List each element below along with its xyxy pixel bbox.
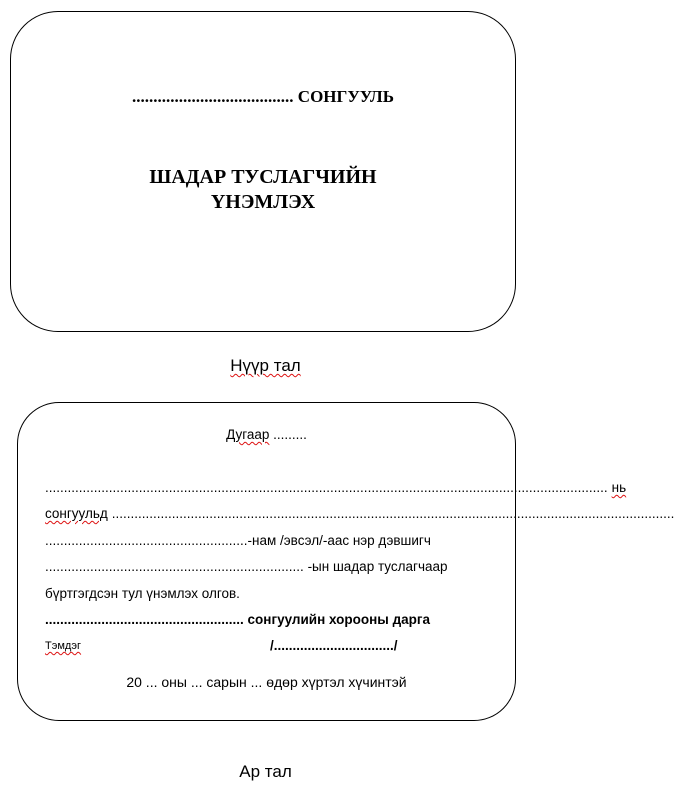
form-line-5-text: бүртгэгдсэн тул үнэмлэх олгов. xyxy=(45,586,240,601)
front-side-caption-text: Нүүр тал xyxy=(230,356,301,375)
form-line-4 xyxy=(45,559,488,574)
certificate-title xyxy=(11,165,515,215)
number-dots: ......... xyxy=(269,427,307,442)
number-label: Дугаар xyxy=(226,427,270,442)
stamp-label-text: Тэмдэг xyxy=(45,640,82,652)
election-name-line: ...................................... СОНГУУЛЬ xyxy=(132,87,394,106)
blank-fill-2: ...................................................................................................................................................... xyxy=(111,506,674,521)
blank-fill-4: ..................................................................... xyxy=(45,559,304,574)
chair-line xyxy=(45,612,488,627)
form-line-2 xyxy=(45,506,674,521)
chair-suffix: сонгуулийн хорооны дарга xyxy=(243,612,431,627)
form-line-1-end: нь xyxy=(611,480,627,495)
form-line-4-suffix: -ын шадар туслагчаар xyxy=(303,559,448,574)
signature-line: /................................/ xyxy=(270,638,398,653)
form-line-3 xyxy=(45,533,488,548)
front-side-card xyxy=(10,11,516,332)
form-line-5 xyxy=(45,586,488,601)
blank-fill-3: ...................................................... xyxy=(45,533,248,548)
form-line-3-suffix: -нам /эвсэл/-аас нэр дэвшигч xyxy=(247,533,431,548)
form-line-2-word: сонгуульд xyxy=(45,506,108,521)
back-side-caption xyxy=(0,762,531,782)
validity-line: 20 ... оны ... сарын ... өдөр хүртэл хүчинтэй xyxy=(126,674,407,690)
front-side-caption xyxy=(0,356,531,376)
back-side-card xyxy=(17,402,674,721)
certificate-title-line-2: ҮНЭМЛЭХ xyxy=(210,191,316,213)
stamp-label xyxy=(45,640,488,652)
number-line xyxy=(18,427,515,442)
form-line-1 xyxy=(45,480,627,495)
back-side-caption-text: Ар тал xyxy=(239,762,292,781)
blank-fill-chair: ..................................................... xyxy=(45,612,244,627)
certificate-title-line-1: ШАДАР ТУСЛАГЧИЙН xyxy=(149,166,377,188)
blank-fill-1: ...................................................................................................................................................... xyxy=(45,480,608,495)
